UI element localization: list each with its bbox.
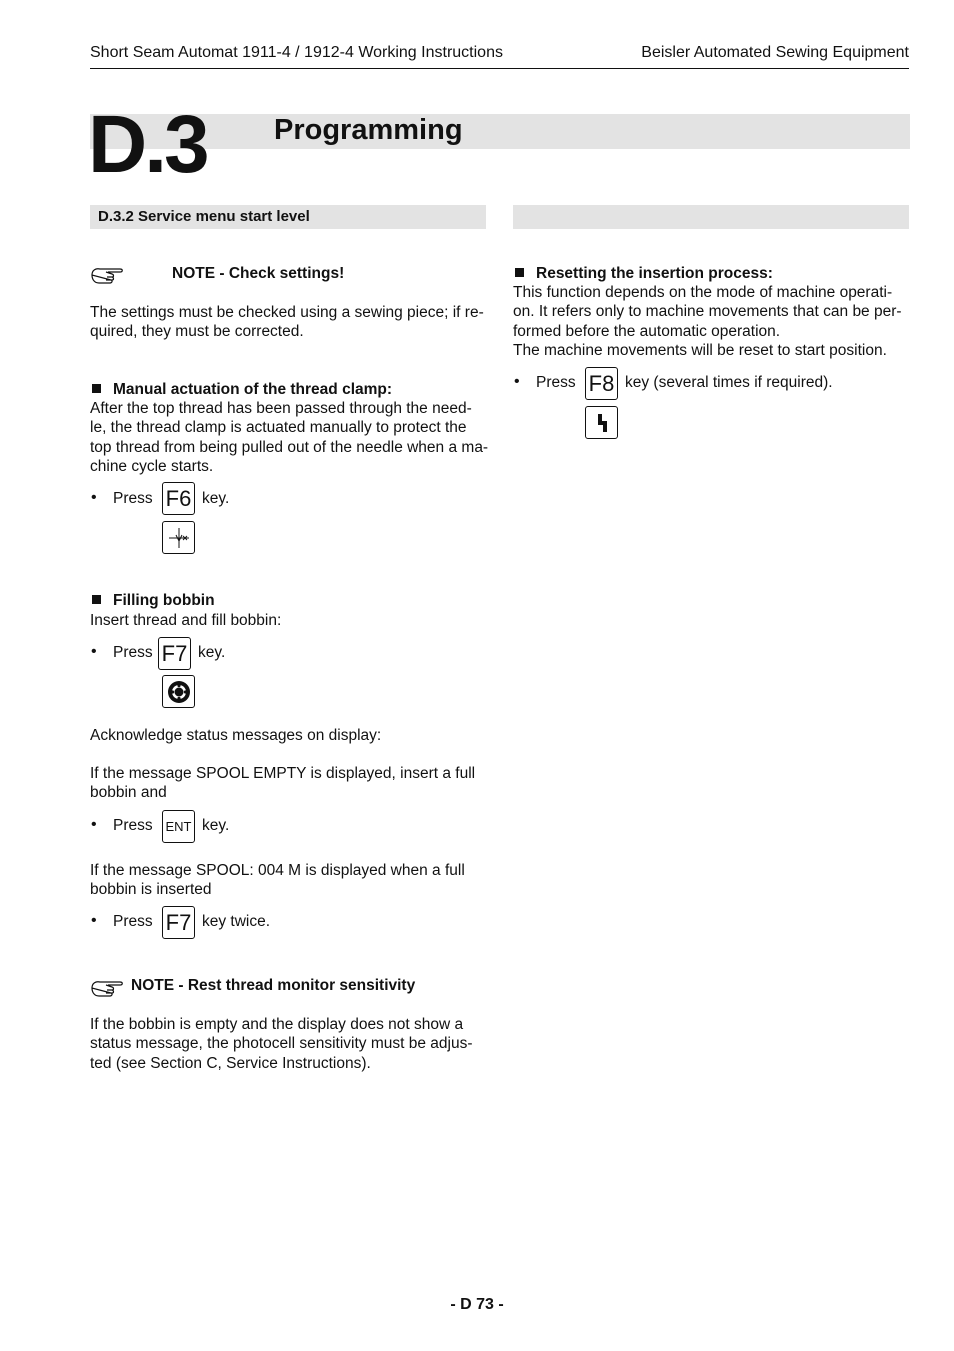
note-thread-monitor-body: If the bobbin is empty and the display does not show a status message, the photocell sensitivity must be adjus- ted (see Section C, Service Instructions). <box>90 1016 473 1072</box>
filling-bobbin-heading: Filling bobbin <box>92 591 215 610</box>
pointing-hand-icon <box>90 264 128 284</box>
thread-clamp-icon <box>162 521 195 554</box>
thread-clamp-body: After the top thread has been passed through the need- le, the thread clamp is actuated manually to protect the top thread from being pulled out of the needle when a ma- chine cycle starts. <box>90 400 489 476</box>
press-label: Press <box>113 817 153 834</box>
list-bullet: • <box>91 816 97 833</box>
list-bullet: • <box>91 912 97 929</box>
pointing-hand-icon <box>90 977 128 997</box>
note-check-settings-title: NOTE - Check settings! <box>172 265 345 282</box>
f7-key[interactable]: F7 <box>162 906 195 939</box>
note-thread-monitor-title: NOTE - Rest thread monitor sensitivity <box>131 977 416 994</box>
page-number: - D 73 - <box>450 1296 504 1313</box>
press-label: Press <box>113 913 153 930</box>
key-suffix: key twice. <box>202 913 271 930</box>
key-suffix: key. <box>202 490 230 507</box>
list-bullet: • <box>514 373 520 390</box>
chapter-title: Programming <box>274 114 463 146</box>
thread-clamp-heading: Manual actuation of the thread clamp: <box>92 380 392 399</box>
key-suffix: key. <box>202 817 230 834</box>
header-company: Beisler Automated Sewing Equipment <box>641 44 909 61</box>
square-bullet <box>92 595 101 604</box>
list-bullet: • <box>91 489 97 506</box>
press-label: Press <box>113 644 153 661</box>
note-check-settings-body: The settings must be checked using a sewing piece; if re- quired, they must be corrected. <box>90 304 484 341</box>
acknowledge-text: Acknowledge status messages on display: <box>90 727 382 744</box>
key-suffix: key. <box>198 644 226 661</box>
key-suffix: key (several times if required). <box>625 374 833 391</box>
square-bullet <box>92 384 101 393</box>
chapter-title-band <box>90 114 910 149</box>
press-label: Press <box>113 490 153 507</box>
ent-key[interactable]: ENT <box>162 810 195 843</box>
header-document-title: Short Seam Automat 1911-4 / 1912-4 Working Instructions <box>90 44 503 61</box>
f8-key[interactable]: F8 <box>585 367 618 400</box>
spool-004-text: If the message SPOOL: 004 M is displayed when a full bobbin is inserted <box>90 862 465 899</box>
section-band-right <box>513 205 909 229</box>
f6-key[interactable]: F6 <box>162 482 195 515</box>
reset-position-icon <box>585 406 618 439</box>
spool-empty-text: If the message SPOOL EMPTY is displayed, insert a full bobbin and <box>90 765 476 802</box>
bobbin-icon <box>162 675 195 708</box>
chapter-number: D.3 <box>88 99 207 190</box>
reset-insertion-heading: Resetting the insertion process: <box>515 264 773 283</box>
list-bullet: • <box>91 643 97 660</box>
square-bullet <box>515 268 524 277</box>
header-rule <box>90 68 909 69</box>
reset-insertion-body: This function depends on the mode of machine operati- on. It refers only to machine movements that can be per- formed before the automatic operation. The machine movements will be reset to start position. <box>513 284 902 360</box>
press-label: Press <box>536 374 576 391</box>
f7-key[interactable]: F7 <box>158 637 191 670</box>
section-title: D.3.2 Service menu start level <box>98 208 310 225</box>
filling-bobbin-body: Insert thread and fill bobbin: <box>90 612 282 629</box>
